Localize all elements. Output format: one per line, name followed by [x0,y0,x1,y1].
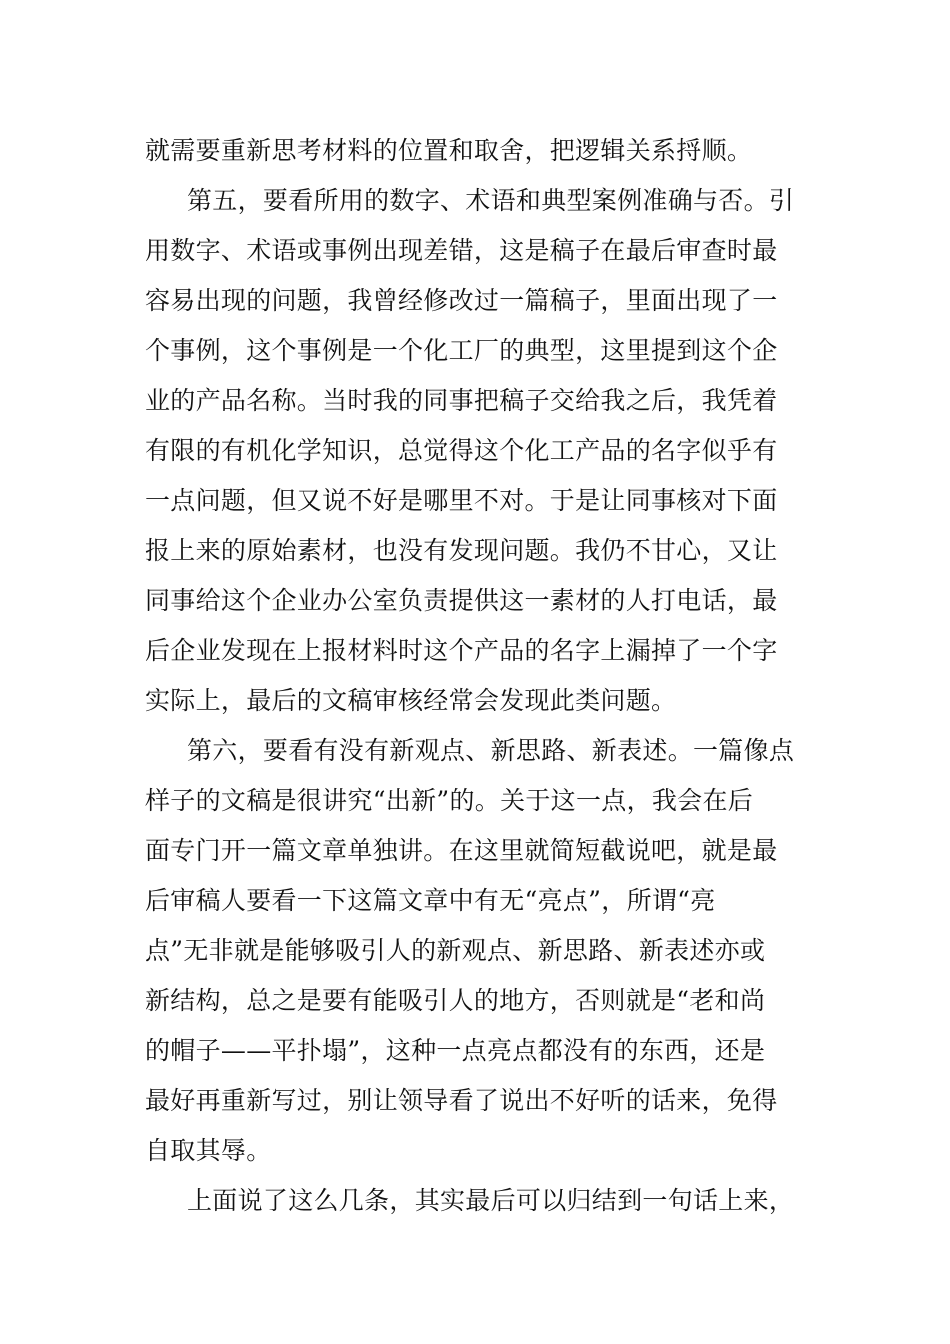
text-line: 上面说了这么几条，其实最后可以归结到一句话上来， [187,1186,795,1215]
text-line: 样子的文稿是很讲究“出新”的。关于这一点，我会在后 [145,786,754,815]
text-line: 一点问题，但又说不好是哪里不对。于是让同事核对下面 [145,486,778,515]
text-line: 后企业发现在上报材料时这个产品的名字上漏掉了一个字 [145,636,778,665]
text-line: 就需要重新思考材料的位置和取舍，把逻辑关系捋顺。 [145,136,753,165]
text-line: 最好再重新写过，别让领导看了说出不好听的话来，免得 [145,1086,778,1115]
text-line: 有限的有机化学知识，总觉得这个化工产品的名字似乎有 [145,436,778,465]
body-text [145,126,810,1226]
text-line: 个事例，这个事例是一个化工厂的典型，这里提到这个企 [145,336,778,365]
text-line: 自取其辱。 [145,1136,272,1165]
text-line: 实际上，最后的文稿审核经常会发现此类问题。 [145,686,677,715]
text-line: 报上来的原始素材，也没有发现问题。我仍不甘心，又让 [145,536,778,565]
text-line: 点”无非就是能够吸引人的新观点、新思路、新表述亦或 [145,936,766,965]
text-line: 新结构，总之是要有能吸引人的地方，否则就是“老和尚 [145,986,766,1015]
text-line: 的帽子——平扑塌”，这种一点亮点都没有的东西，还是 [145,1036,766,1065]
text-line: 第五，要看所用的数字、术语和典型案例准确与否。引 [187,186,795,215]
text-line: 用数字、术语或事例出现差错，这是稿子在最后审查时最 [145,236,778,265]
text-line: 后审稿人要看一下这篇文章中有无“亮点”，所谓“亮 [145,886,716,915]
text-line: 第六，要看有没有新观点、新思路、新表述。一篇像点 [187,736,795,765]
text-line: 容易出现的问题，我曾经修改过一篇稿子，里面出现了一 [145,286,778,315]
text-line: 面专门开一篇文章单独讲。在这里就简短截说吧，就是最 [145,836,778,865]
text-line: 业的产品名称。当时我的同事把稿子交给我之后，我凭着 [145,386,778,415]
text-line: 同事给这个企业办公室负责提供这一素材的人打电话，最 [145,586,778,615]
